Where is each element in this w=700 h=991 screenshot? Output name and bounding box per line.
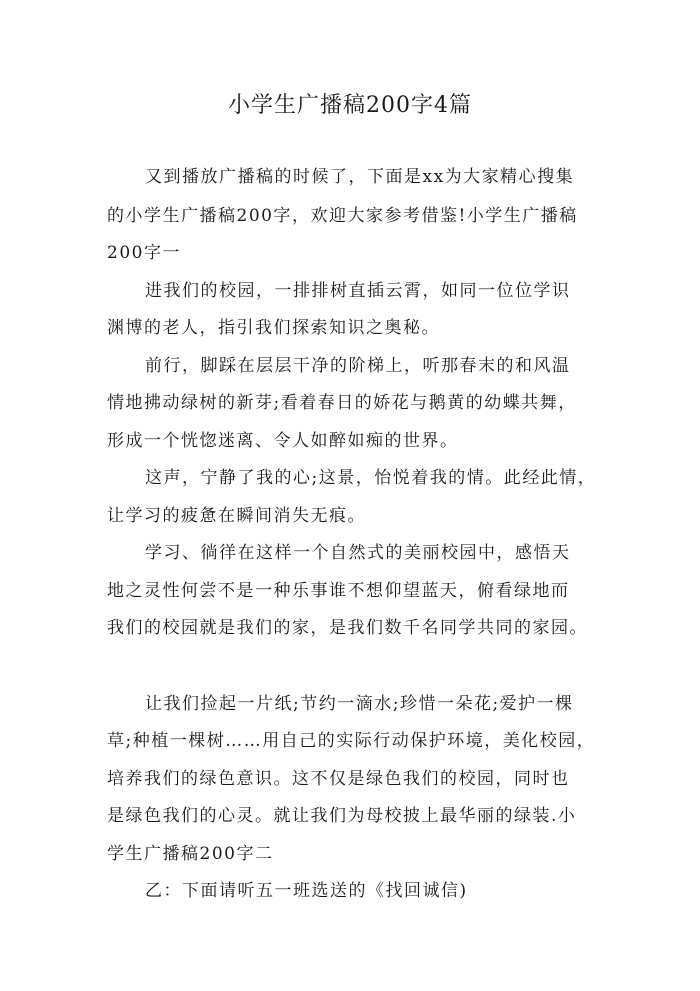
paragraph-line: 让学习的疲惫在瞬间消失无痕。 [107,506,366,526]
paragraph-line: 情地拂动绿树的新芽;看着春日的娇花与鹅黄的幼蝶共舞， [107,393,577,413]
document-title: 小学生广播稿200字4篇 [228,93,472,118]
paragraph-line: 让我们捡起一片纸;节约一滴水;珍惜一朵花;爱护一棵 [145,694,574,714]
paragraph-line: 形成一个恍惚迷离、令人如醉如痴的世界。 [107,431,459,451]
paragraph-line: 乙：下面请听五一班选送的《找回诚信) [145,881,468,901]
paragraph-line: 草;种植一棵树……用自己的实际行动保护环境，美化校园， [107,731,596,751]
paragraph-line: 又到播放广播稿的时候了，下面是xx为大家精心搜集 [145,167,575,187]
paragraph-line: 学习、徜徉在这样一个自然式的美丽校园中，感悟天 [145,543,571,563]
paragraph-line: 这声，宁静了我的心;这景，怡悦着我的情。此经此情， [145,468,597,488]
paragraph-line: 进我们的校园，一排排树直插云霄，如同一位位学识 [145,281,571,301]
paragraph-line: 地之灵性何尝不是一种乐事谁不想仰望蓝天，俯看绿地而 [107,581,570,601]
paragraph-line: 前行，脚踩在层层干净的阶梯上，听那春末的和风温 [145,356,571,376]
paragraph-line: 的小学生广播稿200字，欢迎大家参考借鉴!小学生广播稿 [107,206,578,226]
paragraph-line: 200字一 [107,243,181,263]
paragraph-line: 渊博的老人，指引我们探索知识之奥秘。 [107,318,440,338]
paragraph-line: 是绿色我们的心灵。就让我们为母校披上最华丽的绿装.小 [107,806,577,826]
paragraph-line: 培养我们的绿色意识。这不仅是绿色我们的校园，同时也 [107,769,570,789]
paragraph-line: 我们的校园就是我们的家，是我们数千名同学共同的家园。 [107,618,588,638]
paragraph-line: 学生广播稿200字二 [107,844,274,864]
